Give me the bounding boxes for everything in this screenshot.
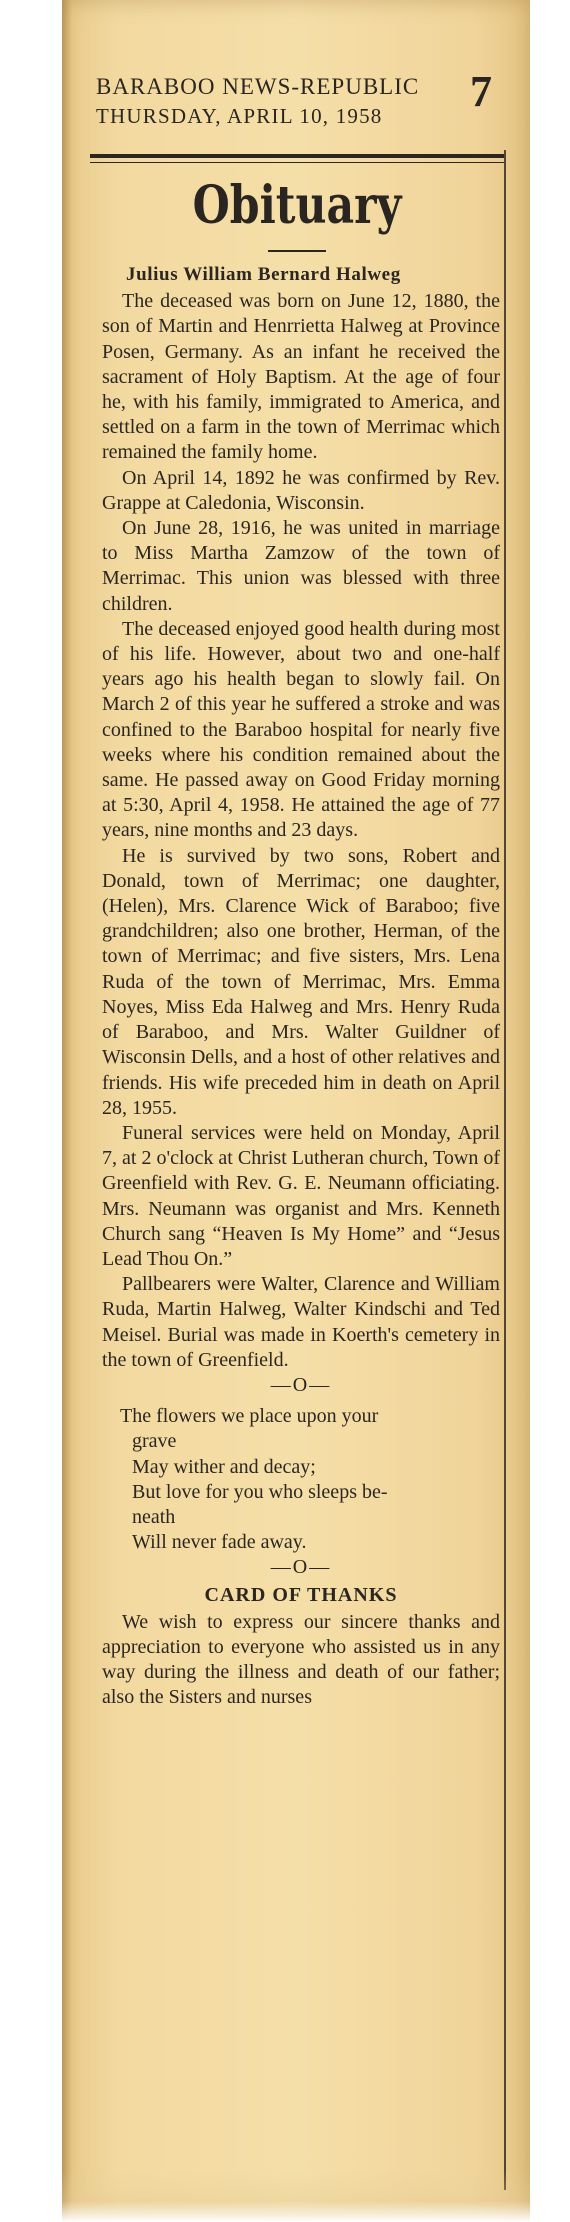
poem-line: grave	[132, 1430, 177, 1453]
torn-edge	[62, 2170, 530, 2222]
poem-line: Will never fade away.	[132, 1531, 307, 1554]
card-of-thanks-text: We wish to express our sincere thanks and appreciation to everyone who assisted us in any way during the illness and death of our father; also the Sisters and nurses	[102, 1610, 500, 1709]
poem-line: The flowers we place upon your	[120, 1405, 379, 1428]
masthead-rule-thick	[90, 154, 504, 158]
page-number: 7	[470, 67, 492, 116]
article-paragraph: He is survived by two sons, Robert and Donald, town of Merrimac; one daughter, (Helen), Mrs. Clarence Wick of Baraboo; five grandchildren; also one brother, Herman, of the town of Merrimac; and five sisters, Mrs. Lena Ruda of the town of Merrimac, Mrs. Emma Noyes, Miss Eda Halweg and Mrs. Henry Ruda of Baraboo, and Mrs. Walter Guildner of Wisconsin Dells, and a host of other relatives and friends. His wife preceded him in death on April 28, 1955.	[102, 844, 500, 1119]
poem-line: neath	[132, 1505, 176, 1528]
poem-line: But love for you who sleeps be-	[132, 1480, 388, 1503]
article-paragraph: The deceased enjoyed good health during most of his life. However, about two and one-half years ago his health began to slowly fail. On March 2 of this year he suffered a stroke and was confined to the Baraboo hospital for nearly five weeks where his condition remained about the same. He passed away on Good Friday morning at 5:30, April 4, 1958. He attained the age of 77 years, nine months and 23 days.	[102, 617, 500, 842]
article-paragraph: Pallbearers were Walter, Clarence and William Ruda, Martin Halweg, Walter Kindschi and Ted Meisel. Burial was made in Koerth's cemetery in the town of Greenfield.	[102, 1273, 500, 1371]
newspaper-name: BARABOO NEWS-REPUBLIC	[96, 74, 420, 99]
card-of-thanks-heading: CARD OF THANKS	[204, 1583, 398, 1606]
article-paragraph: The deceased was born on June 12, 1880, the son of Martin and Henrrietta Halweg at Province Posen, Germany. As an infant he received the sacrament of Holy Baptism. At the age of four he, with his family, immigrated to America, and settled on a farm in the town of Merrimac which remained the family home.	[102, 290, 500, 464]
section-heading: Obituary	[192, 175, 402, 236]
memorial-poem	[102, 1404, 500, 1555]
article-paragraph: On June 28, 1916, he was united in marriage to Miss Martha Zamzow of the town of Merrimac. This union was blessed with three children.	[102, 517, 500, 615]
bleed-through-text	[72, 200, 102, 1900]
article-paragraph: On April 14, 1892 he was confirmed by Rev. Grappe at Caledonia, Wisconsin.	[102, 466, 500, 514]
clipping-shadow-edge	[62, 0, 72, 2222]
masthead-rule-thin	[90, 162, 504, 163]
issue-date: THURSDAY, APRIL 10, 1958	[96, 104, 383, 128]
column-rule	[504, 150, 506, 2190]
divider: —O—	[270, 1556, 332, 1579]
deceased-name: Julius William Bernard Halweg	[126, 264, 401, 285]
divider: —O—	[270, 1373, 332, 1396]
masthead	[96, 72, 476, 130]
article-paragraph: Funeral services were held on Monday, April 7, at 2 o'clock at Christ Lutheran church, Town of Greenfield with Rev. G. E. Neumann officiating. Mrs. Neumann was organist and Mrs. Kenneth Church sang “Heaven Is My Home” and “Jesus Lead Thou On.”	[102, 1121, 500, 1270]
obituary-article	[102, 262, 500, 1711]
heading-rule	[268, 250, 326, 252]
poem-line: May wither and decay;	[132, 1455, 316, 1478]
